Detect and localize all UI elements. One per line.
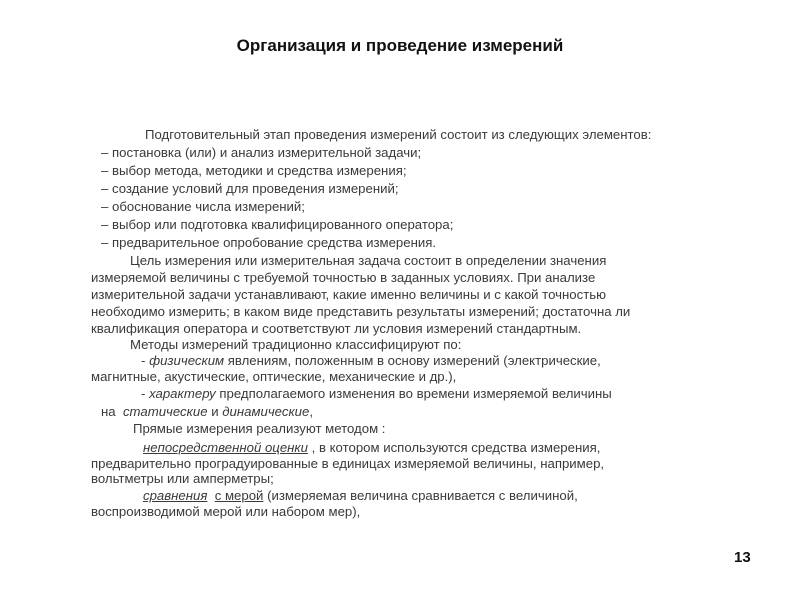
text: и: [207, 404, 223, 419]
method-physical: [141, 353, 601, 369]
method-physical-cont: магнитные, акустические, оптические, механические и др.),: [91, 369, 457, 384]
with-measure-keyword: с мерой: [214, 488, 264, 503]
method-physical-text: явлениям, положенным в основу измерений (электрические,: [224, 353, 601, 368]
list-item: – создание условий для проведения измерений;: [101, 181, 399, 196]
direct-method-1-cont: предварительно проградуированные в единицах измеряемой величины, например,: [91, 456, 605, 471]
list-item: – предварительное опробование средства измерения.: [101, 235, 437, 250]
method-physical-keyword: физическим: [149, 353, 225, 368]
direct-intro: Прямые измерения реализуют методом :: [133, 421, 386, 436]
text: ,: [309, 404, 314, 419]
dash: -: [141, 386, 150, 401]
direct-method-2-cont: воспроизводимой мерой или набором мер),: [91, 504, 361, 519]
dynamic-keyword: динамические: [222, 404, 310, 419]
page-number: 13: [734, 549, 751, 566]
list-item: – обоснование числа измерений;: [101, 199, 305, 214]
method-character-text: предполагаемого изменения во времени измеряемой величины: [215, 386, 612, 401]
intro-text: Подготовительный этап проведения измерений состоит из следующих элементов:: [145, 127, 652, 142]
text: на: [101, 404, 120, 419]
goal-paragraph-line: Цель измерения или измерительная задача состоит в определении значения: [130, 253, 607, 268]
static-keyword: статические: [122, 404, 208, 419]
goal-paragraph-line: квалификация оператора и соответствуют ли условия измерений стандартным.: [91, 321, 582, 336]
direct-method-2: [143, 488, 578, 504]
slide-title: Организация и проведение измерений: [236, 36, 564, 55]
comparison-keyword: сравнения: [143, 488, 208, 503]
goal-paragraph-line: измеряемой величины с требуемой точностью в заданных условиях. При анализе: [91, 270, 596, 285]
goal-paragraph-line: измерительной задачи устанавливают, какие именно величины и с какой точностью: [91, 287, 606, 302]
direct-method-1: [143, 440, 600, 456]
methods-intro: Методы измерений традиционно классифицируют по:: [130, 337, 462, 352]
method-character: [141, 386, 612, 402]
method-character-keyword: характеру: [149, 386, 216, 401]
text: (измеряемая величина сравнивается с величиной,: [263, 488, 578, 503]
direct-method-1-cont: вольтметры или амперметры;: [91, 471, 274, 486]
direct-evaluation-keyword: непосредственной оценки: [143, 440, 308, 455]
method-character-cont: [101, 404, 313, 420]
list-item: – постановка (или) и анализ измерительной задачи;: [101, 145, 422, 160]
list-item: – выбор или подготовка квалифицированного оператора;: [101, 217, 454, 232]
text: , в котором используются средства измерения,: [307, 440, 601, 455]
dash: -: [141, 353, 150, 368]
goal-paragraph-line: необходимо измерить; в каком виде представить результаты измерений; достаточна ли: [91, 304, 631, 319]
list-item: – выбор метода, методики и средства измерения;: [101, 163, 407, 178]
